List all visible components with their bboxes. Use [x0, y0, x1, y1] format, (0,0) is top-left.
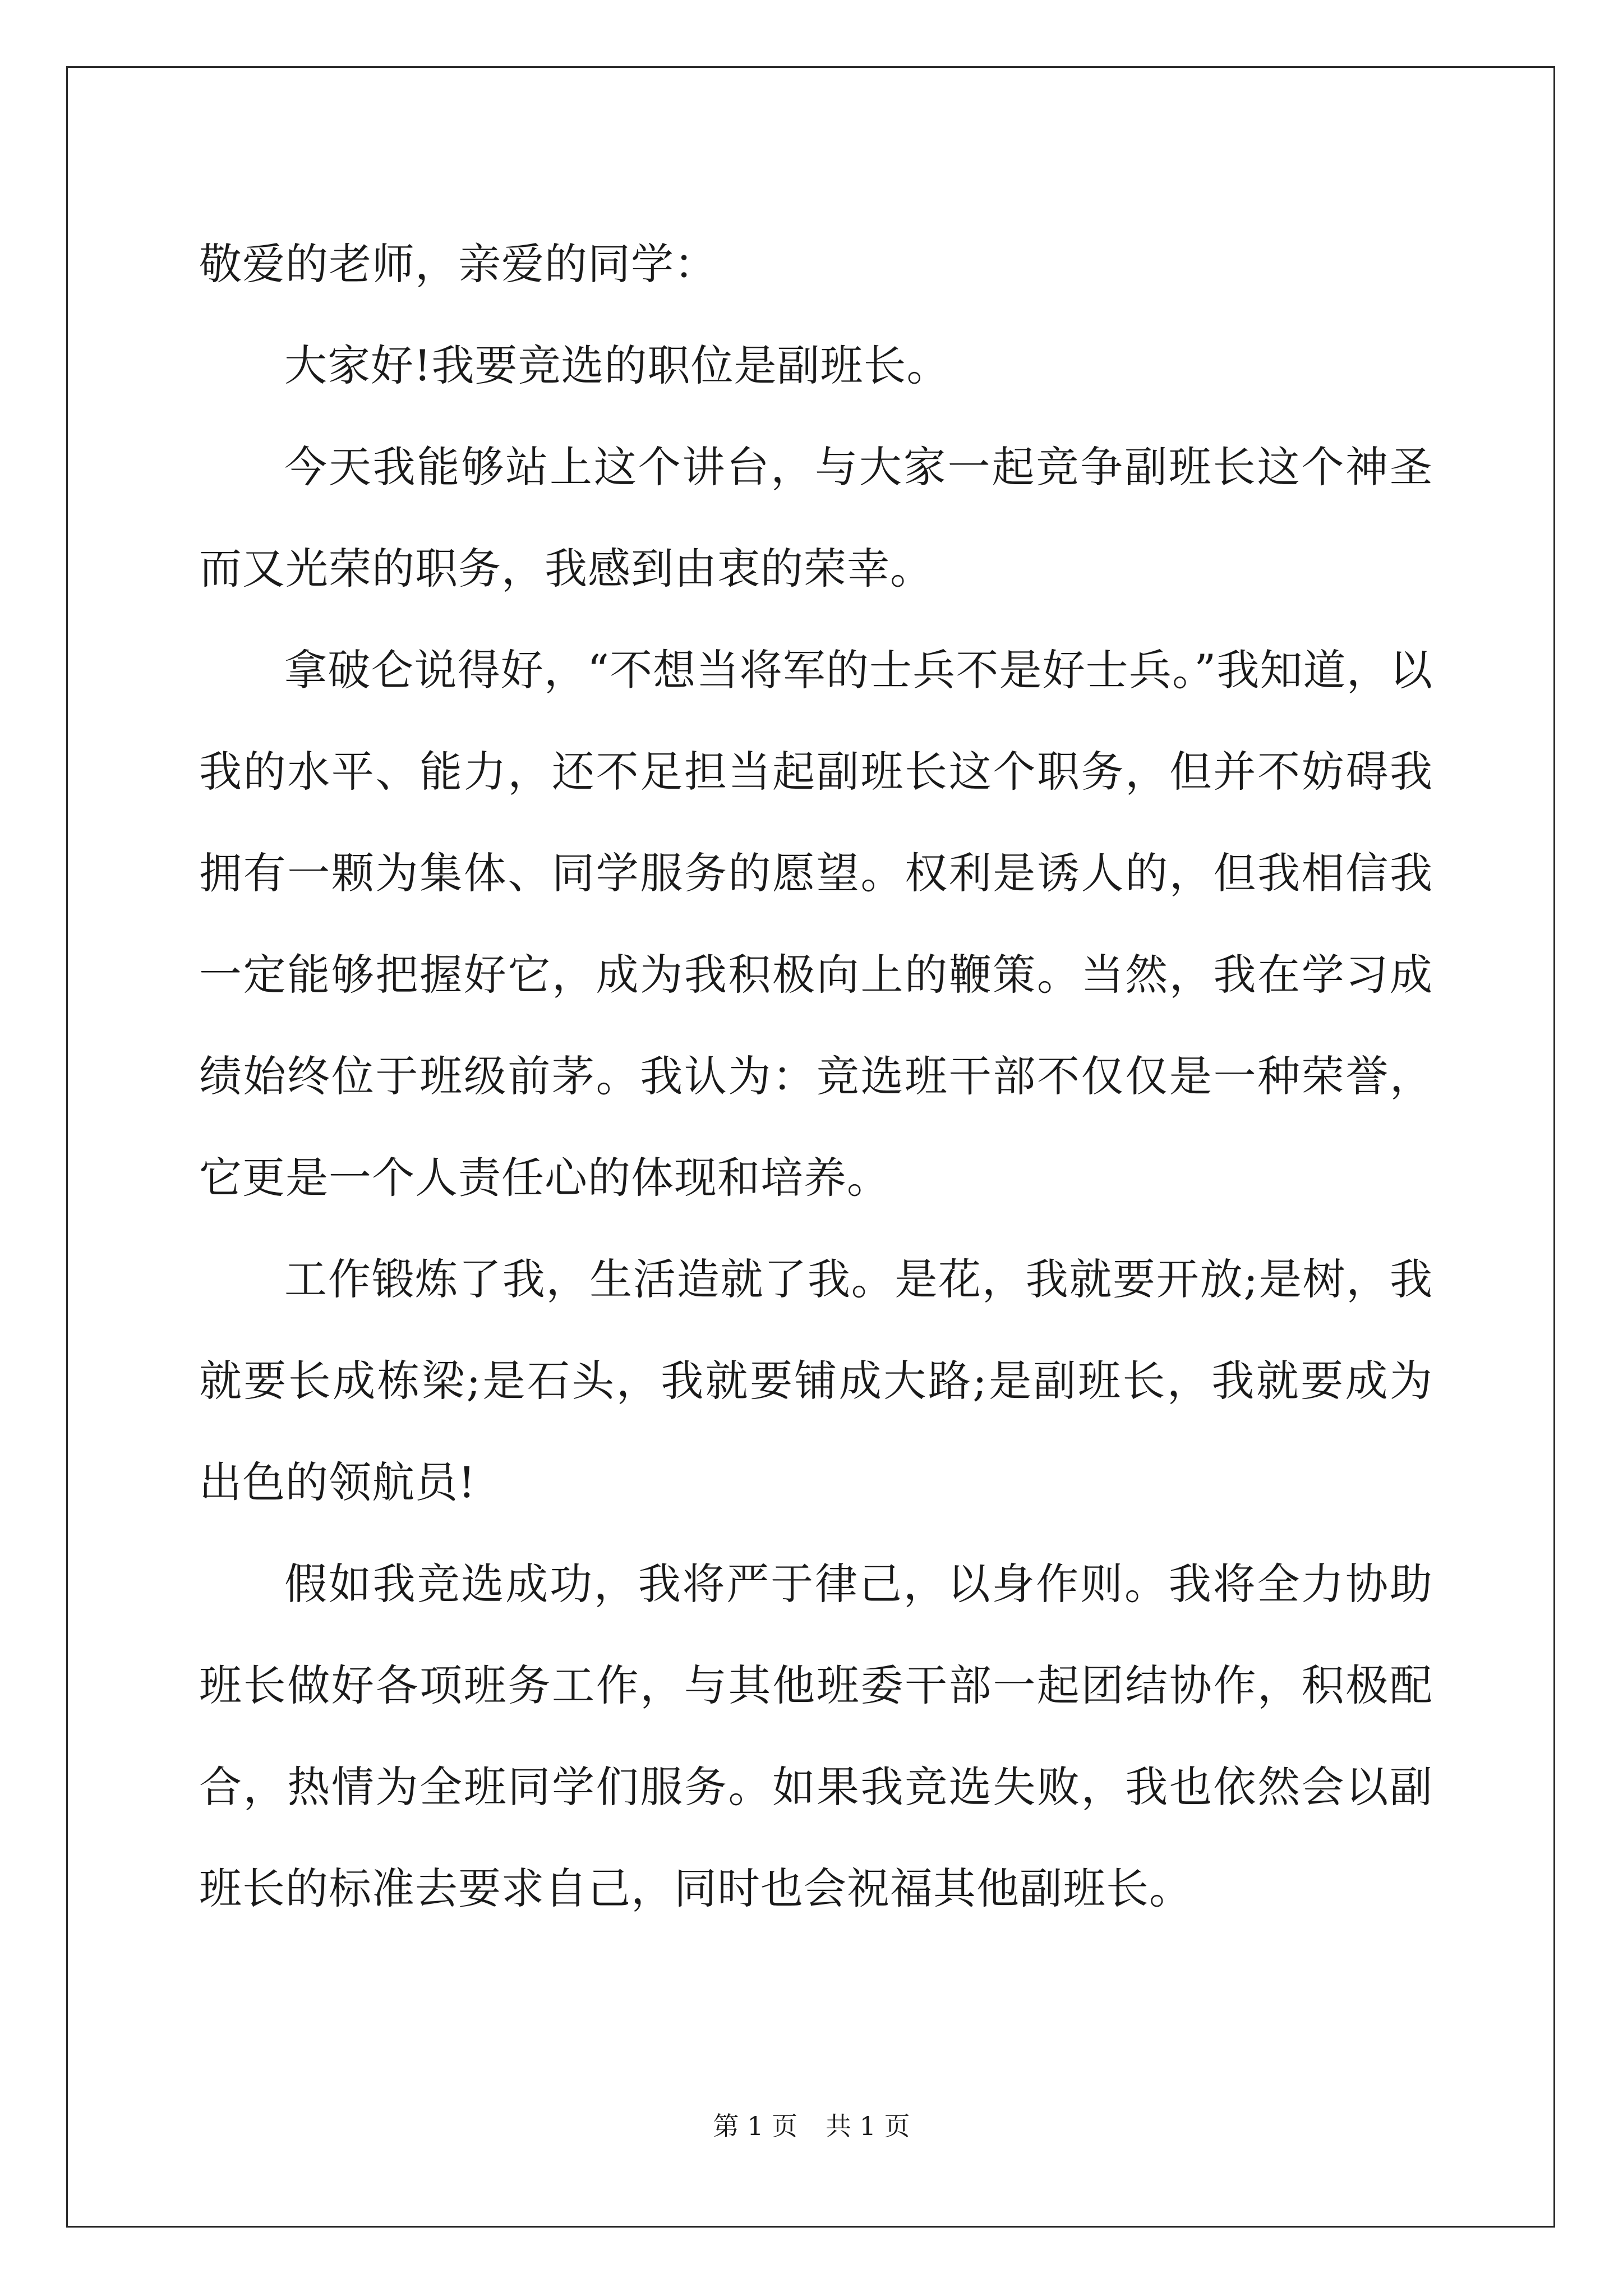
paragraph-promise: 假如我竞选成功，我将严于律己，以身作则。我将全力协助班长做好各项班务工作，与其他班委干部一起团结协作，积极配合，热情为全班同学们服务。如果我竞选失败，我也依然会以副班长的标准去要求自己，同时也会祝福其他副班长。 — [199, 1559, 1433, 1913]
paragraph-greeting: 大家好!我要竞选的职位是副班长。 — [284, 341, 950, 390]
salutation: 敬爱的老师，亲爱的同学： — [199, 239, 717, 289]
page-number-current: 第 1 页 — [713, 2111, 797, 2141]
page-number-total: 共 1 页 — [826, 2111, 910, 2141]
paragraph-napoleon: 拿破仑说得好，“不想当将军的士兵不是好士兵。”我知道，以我的水平、能力，还不足担当起副班长这个职务，但并不妨碍我拥有一颗为集体、同学服务的愿望。权利是诱人的，但我相信我一定能够把握好它，成为我积极向上的鞭策。当然，我在学习成绩始终位于班级前茅。我认为：竞选班干部不仅仅是一种荣誉，它更是一个人责任心的体现和培养。 — [199, 645, 1433, 1203]
paragraph-work: 工作锻炼了我，生活造就了我。是花，我就要开放;是树，我就要长成栋梁;是石头，我就要铺成大路;是副班长，我就要成为出色的领航员! — [199, 1254, 1433, 1507]
document-body — [199, 213, 1433, 1939]
paragraph-honor: 今天我能够站上这个讲台，与大家一起竞争副班长这个神圣而又光荣的职务，我感到由衷的荣幸。 — [199, 442, 1433, 593]
page-footer — [0, 2109, 1623, 2143]
